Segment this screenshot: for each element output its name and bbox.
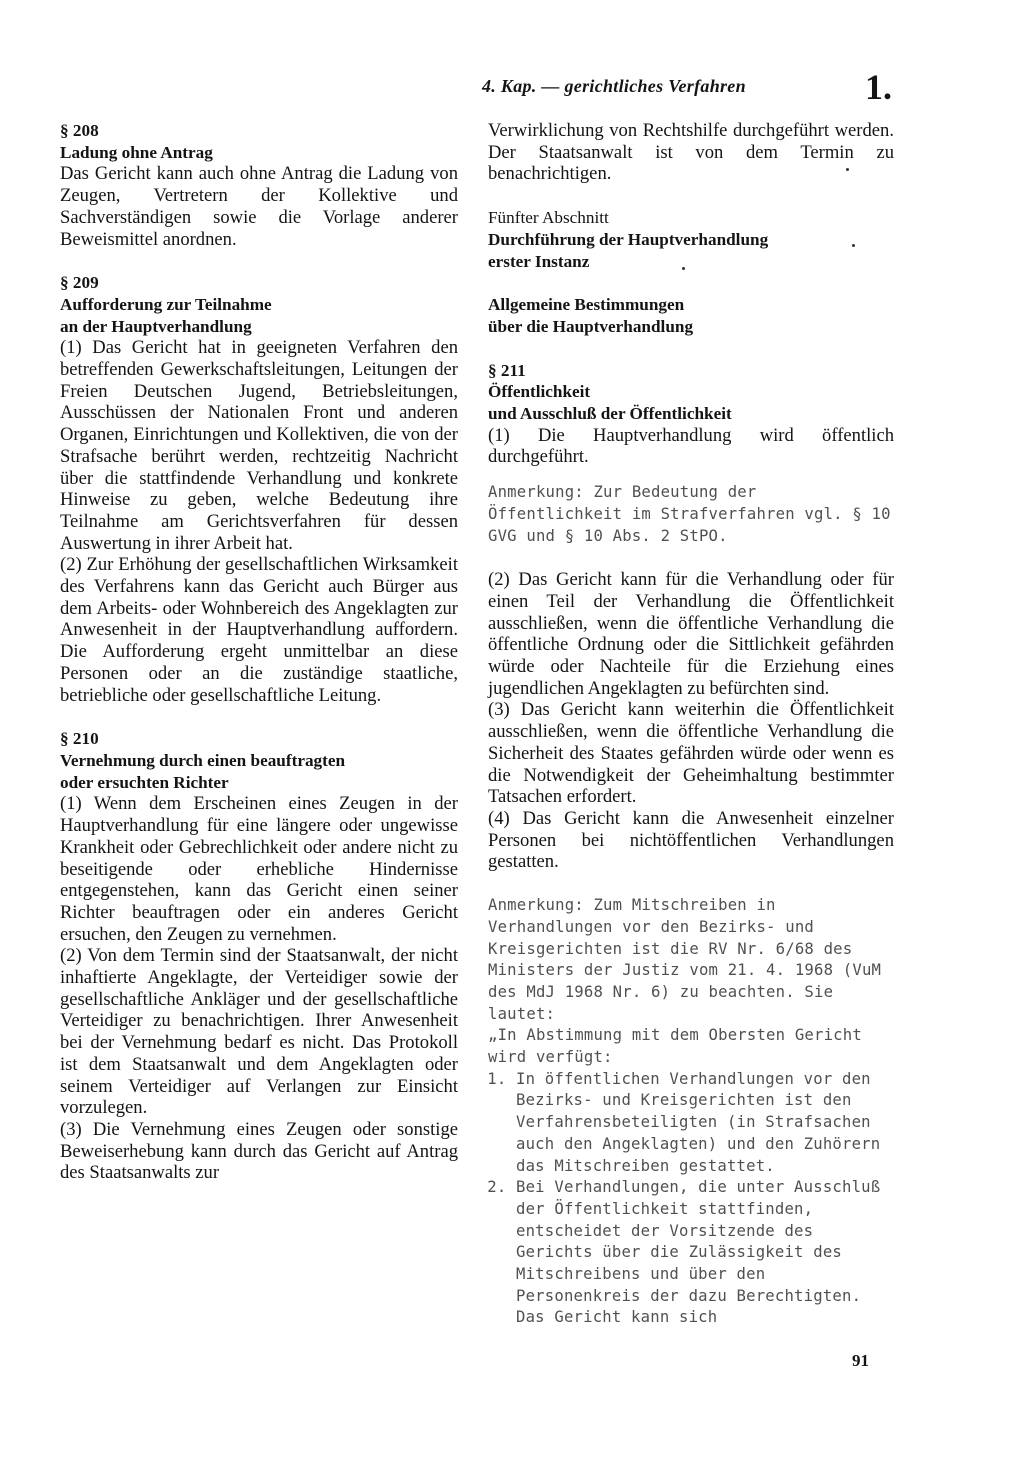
- left-column: [60, 120, 458, 1184]
- general-provisions-line1: Allgemeine Bestimmungen: [488, 295, 685, 315]
- continuation-text: Verwirklichung von Rechtshilfe durchgeführt werden. Der Staatsanwalt ist von dem Termin zu benachrichtigen.: [488, 120, 894, 185]
- general-provisions-line2: über die Hauptverhandlung: [488, 316, 694, 336]
- section-title-line2: erster Instanz: [488, 251, 590, 271]
- section-210-number: § 210: [60, 729, 99, 749]
- print-speck: [852, 244, 855, 247]
- print-speck: [682, 267, 685, 270]
- section-208-number: § 208: [60, 121, 99, 140]
- section-211-paragraph-1: (1) Die Hauptverhandlung wird öffentlich durchgeführt.: [488, 424, 894, 468]
- section-title-line1: Durchführung der Hauptverhandlung: [488, 229, 769, 249]
- right-column: [488, 120, 894, 1329]
- section-209-title-line1: Aufforderung zur Teilnahme: [60, 294, 272, 314]
- section-211-number: § 211: [488, 360, 526, 380]
- section-211-title-line1: Öffentlichkeit: [488, 382, 591, 402]
- annotation-1: Anmerkung: Zur Bedeutung der Öffentlichkeit im Strafverfahren vgl. § 10 GVG und § 10 Abs. 2 StPO.: [488, 483, 891, 545]
- section-208-text: Das Gericht kann auch ohne Antrag die Ladung von Zeugen, Vertretern der Kollektive und Sachverständigen sowie die Vorlage anderer Beweismittel anordnen.: [60, 163, 458, 250]
- section-209-paragraph-1: (1) Das Gericht hat in geeigneten Verfahren den betreffenden Gewerkschaftsleitungen, Leitungen der Freien Deutschen Jugend, Betriebsleitungen, Ausschüssen der Nationalen Front und anderen Organen, Einrichtungen und Kollektiven, die von der Strafsache berührt werden, rechtzeitig Nachricht über die stattfindende Verhandlung und konkrete Hinweise zu geben, welche Bedeutung ihre Teilnahme am Gerichtsverfahren für dessen Auswertung in ihrer Arbeit hat.: [60, 337, 458, 554]
- chapter-number: 1.: [865, 67, 892, 107]
- section-210-title-line2: oder ersuchten Richter: [60, 772, 229, 792]
- page-number: 91: [852, 1351, 869, 1370]
- section-210-paragraph-3: (3) Die Vernehmung eines Zeugen oder sonstige Beweiserhebung kann durch das Gericht auf Antrag des Staatsanwalts zur: [60, 1118, 458, 1184]
- print-speck: [846, 168, 849, 171]
- annotation-2-quote: „In Abstimmung mit dem Obersten Gericht wird verfügt:: [488, 1026, 862, 1067]
- section-211-paragraph-2: (2) Das Gericht kann für die Verhandlung oder für einen Teil der Verhandlung die Öffentlichkeit ausschließen, wenn die öffentliche Verhandlung die öffentliche Ordnung oder die Sittlichkeit gefährden würde oder Nachteile für die Erziehung eines jugendlichen Angeklagten zu befürchten sind.: [488, 569, 894, 699]
- section-210-paragraph-2: (2) Von dem Termin sind der Staatsanwalt, der nicht inhaftierte Angeklagte, der Verteidiger sowie der gesellschaftliche Ankläger und der gesellschaftliche Verteidiger zu benachrichtigen. Ihrer Anwesenheit bei der Vernehmung bedarf es nicht. Das Protokoll ist dem Staatsanwalt und dem Angeklagten oder seinem Verteidiger auf Verlangen zur Einsicht vorzulegen.: [60, 945, 458, 1119]
- section-209-paragraph-2: (2) Zur Erhöhung der gesellschaftlichen Wirksamkeit des Verfahrens kann das Gericht auch Bürger aus dem Arbeits- oder Wohnbereich des Angeklagten zur Anwesenheit in der Hauptverhandlung auffordern. Die Aufforderung ergeht unmittelbar an diese Personen oder an die zuständige staatliche, betriebliche oder gesellschaftliche Leitung.: [60, 554, 458, 706]
- section-209-title-line2: an der Hauptverhandlung: [60, 316, 252, 336]
- running-title: 4. Kap. — gerichtliches Verfahren: [482, 76, 746, 96]
- annotation-2-item-1: 1. In öffentlichen Verhandlungen vor den Bezirks- und Kreisgerichten ist den Verfahrensbeteiligten (in Strafsachen auch den Angeklagten) und den Zuhörern das Mitschreiben gestattet.: [516, 1069, 894, 1178]
- section-209-number: § 209: [60, 273, 99, 293]
- section-211-paragraph-3: (3) Das Gericht kann weiterhin die Öffentlichkeit ausschließen, wenn die öffentliche Verhandlung die Sicherheit des Staates gefährden würde oder wenn es die Notwendigkeit der Geheimhaltung bestimmter Tatsachen erfordert.: [488, 699, 894, 808]
- page-header: [482, 67, 892, 112]
- section-210-paragraph-1: (1) Wenn dem Erscheinen eines Zeugen in der Hauptverhandlung für eine längere oder ungewisse Krankheit oder Gebrechlichkeit oder andere nicht zu beseitigende oder erhebliche Hindernisse entgegenstehen, kann das Gericht einen seiner Richter beauftragen oder ein anderes Gericht ersuchen, den Zeugen zu vernehmen.: [60, 793, 458, 945]
- section-208-title: Ladung ohne Antrag: [60, 142, 213, 162]
- annotation-2: [488, 895, 894, 1329]
- section-211-paragraph-4: (4) Das Gericht kann die Anwesenheit einzelner Personen bei nichtöffentlichen Verhandlungen gestatten.: [488, 807, 894, 873]
- section-label: Fünfter Abschnitt: [488, 208, 609, 228]
- annotation-2-intro: Anmerkung: Zum Mitschreiben in Verhandlungen vor den Bezirks- und Kreisgerichten ist die RV Nr. 6/68 des Ministers der Justiz vom 21. 4. 1968 (VuM des MdJ 1968 Nr. 6) zu beachten. Sie lautet:: [488, 896, 882, 1023]
- section-210-title-line1: Vernehmung durch einen beauftragten: [60, 750, 346, 770]
- annotation-2-list: [488, 1069, 894, 1329]
- section-211-title-line2: und Ausschluß der Öffentlichkeit: [488, 404, 732, 424]
- annotation-2-item-2: 2. Bei Verhandlungen, die unter Ausschluß der Öffentlichkeit stattfinden, entscheidet der Vorsitzende des Gerichts über die Zulässigkeit des Mitschreibens und über den Personenkreis der dazu Berechtigten. Das Gericht kann sich: [516, 1177, 894, 1329]
